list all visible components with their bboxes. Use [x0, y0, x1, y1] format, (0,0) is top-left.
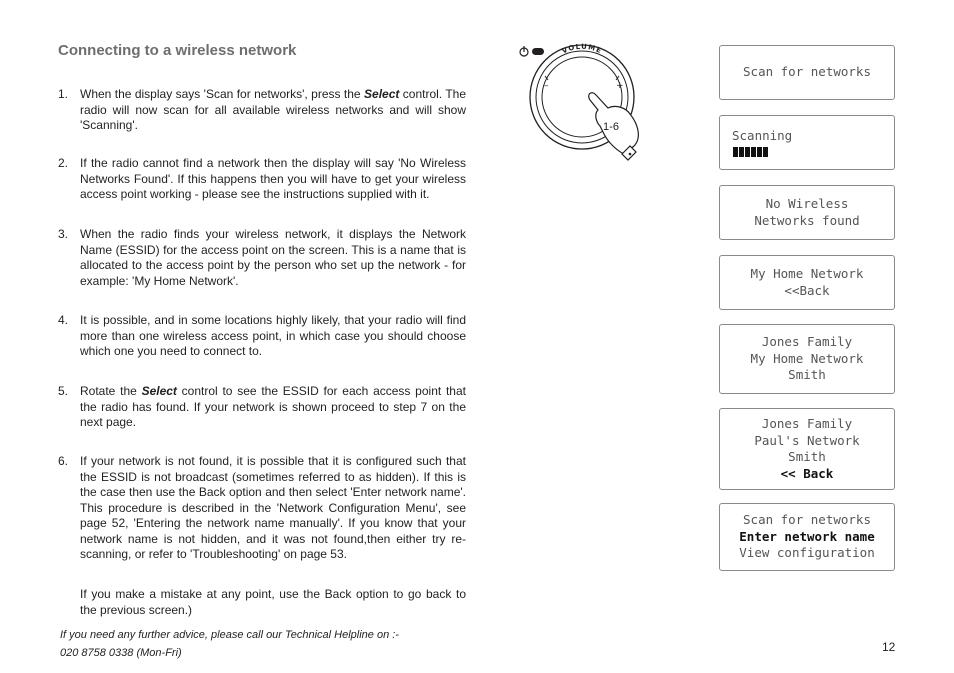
lcd-screen-no-wireless — [719, 185, 895, 240]
lcd-line: Smith — [788, 449, 826, 464]
lcd-line: No Wireless — [765, 196, 849, 211]
power-icon — [520, 46, 528, 56]
step-text: It is possible, and in some locations highly likely, that your radio will find more than one wireless access point, in which case you should choose which one you need to connect to. — [80, 313, 466, 358]
step-4 — [58, 313, 466, 360]
step-2 — [58, 156, 466, 203]
step-3 — [58, 227, 466, 289]
note-text: If you make a mistake at any point, use the Back option to go back to the previous screen.) — [80, 587, 466, 617]
step-number: 3. — [58, 227, 69, 241]
step-number: 4. — [58, 313, 69, 327]
step-number: 2. — [58, 156, 69, 170]
step-6 — [58, 454, 466, 563]
volume-label: VOLUME — [560, 42, 604, 56]
lcd-screen-network-menu — [719, 503, 895, 571]
volume-plus: + — [616, 81, 624, 91]
lcd-line: Scan for networks — [743, 64, 871, 80]
lcd-line: My Home Network — [750, 266, 864, 281]
step-number: 1. — [58, 87, 69, 101]
step-5 — [58, 384, 466, 431]
lcd-line: Networks found — [754, 212, 860, 228]
step-1 — [58, 87, 466, 134]
select-control-label: Select — [364, 87, 400, 101]
lcd-screen-scanning — [719, 115, 895, 170]
lcd-screen-scan — [719, 45, 895, 100]
lcd-enter-network-name-option: Enter network name — [739, 528, 875, 544]
lcd-line: Jones Family — [761, 334, 853, 350]
step-number: 6. — [58, 454, 69, 468]
step-text: When the display says 'Scan for networks', press the Select control. The radio will now scan for all available wireless networks and will show 'Scanning'. — [80, 87, 466, 132]
standby-icon — [532, 48, 544, 55]
volume-minus: – — [544, 81, 549, 91]
lcd-line: Paul's Network — [754, 432, 860, 448]
volume-knob-illustration — [512, 42, 652, 162]
step-text: If your network is not found, it is possible that it is configured such that the ESSID is not broadcast (sometimes referred to as hidden). If this is the case then use the Back option and then select 'Enter network name'. This procedure is described in the 'Network Configuration Menu', see page 52, 'Entering the network name manually'. If you know that your network name is not hidden, and it was not found,then either try re-scanning, or refer to 'Troubleshooting' on page 53. — [80, 454, 466, 561]
note — [58, 587, 466, 618]
page-number: 12 — [882, 640, 896, 654]
lcd-back-option: << Back — [780, 465, 834, 481]
lcd-line: Jones Family — [761, 416, 853, 431]
lcd-line: View configuration — [739, 545, 875, 561]
lcd-screen-network-list-back — [719, 408, 895, 490]
lcd-line: Scan for networks — [743, 512, 871, 528]
step-text: Rotate the Select control to see the ESSID for each access point that the radio has found. If your network is shown proceed to step 7 on the next page. — [80, 384, 466, 429]
helpline-number: 020 8758 0338 (Mon-Fri) — [60, 647, 182, 659]
lcd-line: Scanning — [732, 128, 793, 144]
lcd-line: <<Back — [784, 282, 830, 298]
step-text: When the radio finds your wireless network, it displays the Network Name (ESSID) for the access point on the screen. This is a name that is allocated to the access point by the person who set up the network - for example: 'My Home Network'. — [80, 227, 466, 288]
lcd-screen-network-list — [719, 324, 895, 394]
lcd-screen-network-found — [719, 255, 895, 310]
lcd-line: My Home Network — [750, 350, 864, 366]
step-text: If the radio cannot find a network then the display will say 'No Wireless Networks Found'. If this happens then you will have to get your wireless access point working - please see the instructions supplied with it. — [80, 156, 466, 201]
step-range-callout: 1-6 — [603, 121, 619, 133]
scanning-progress-bar — [720, 147, 894, 157]
helpline-text: If you need any further advice, please call our Technical Helpline on :- — [60, 629, 399, 641]
step-number: 5. — [58, 384, 69, 398]
page-title: Connecting to a wireless network — [58, 42, 297, 59]
lcd-line: Smith — [788, 367, 826, 383]
select-control-label: Select — [141, 384, 177, 398]
